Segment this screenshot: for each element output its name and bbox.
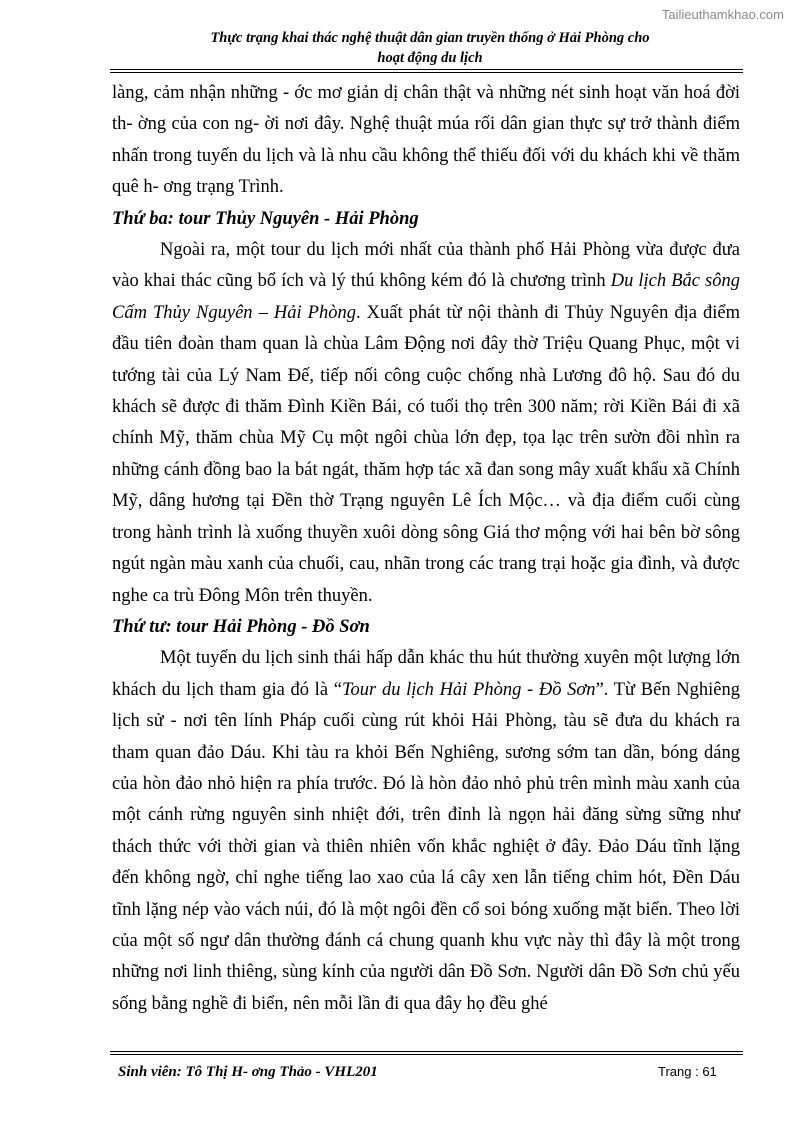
page-number: Trang : 61 <box>658 1064 717 1079</box>
paragraph-2-text-b: . Xuất phát từ nội thành đi Thủy Nguyên địa điểm đầu tiên đoàn tham quan là chùa Lâm Động nơi đây thờ Triệu Quang Phục, một vi tướng tài của Lý Nam Đế, tiếp nối công cuộc chống nhà Lương đô hộ. Sau đó du khách sẽ được đi thăm Đình Kiền Bái, có tuổi thọ trên 300 năm; rời Kiền Bái đi xã chính Mỹ, thăm chùa Mỹ Cụ một ngôi chùa lớn đẹp, tọa lạc trên sườn đồi nhìn ra những cánh đồng bao la bát ngát, thăm hợp tác xã đan song mây xuất khẩu xã Chính Mỹ, dâng hương tại Đền thờ Trạng nguyên Lê Ích Mộc… và địa điểm cuối cùng trong hành trình là xuống thuyền xuôi dòng sông Giá thơ mộng với hai bên bờ sông ngút ngàn màu xanh của chuối, cau, nhãn trong các trang trại hoặc gia đình, và được nghe ca trù Đông Môn trên thuyền. <box>112 302 740 606</box>
header-rule-top <box>110 69 743 70</box>
paragraph-3-text-a: Một tuyến du lịch sinh thái hấp dẫn khác thu hút thường xuyên một lượng lớn khách du lịch tham gia đó là “ <box>112 648 740 700</box>
watermark-text: Tailieuthamkhao.com <box>661 7 784 22</box>
page-header <box>110 28 750 68</box>
section-heading-4: Thứ tư: tour Hải Phòng - Đồ Sơn <box>112 616 370 637</box>
footer-rule-top <box>110 1051 743 1052</box>
section-heading-3: Thứ ba: tour Thủy Nguyên - Hải Phòng <box>112 208 419 229</box>
paragraph-3-italic: Tour du lịch Hải Phòng - Đồ Sơn <box>341 679 596 700</box>
footer-author: Sinh viên: Tô Thị H- ơng Thảo - VHL201 <box>118 1064 378 1080</box>
paragraph-2-text-a: Ngoài ra, một tour du lịch mới nhất của thành phố Hải Phòng vừa được đưa vào khai thác cũng bổ ích và lý thú không kém đó là chương trình <box>112 240 740 292</box>
header-title-line-2: hoạt động du lịch <box>377 50 483 66</box>
page-body <box>112 78 740 1020</box>
footer-rule-bottom <box>110 1054 743 1055</box>
paragraph-3 <box>112 643 740 1020</box>
paragraph-2 <box>112 235 740 612</box>
paragraph-1: làng, cảm nhận những - ớc mơ giản dị chân thật và những nét sinh hoạt văn hoá đời th- ờng của con ng- ời nơi đây. Nghệ thuật múa rối dân gian thực sự trở thành điểm nhấn trong tuyến du lịch và là nhu cầu không thể thiếu đối với du khách khi về thăm quê h- ơng trạng Trình. <box>112 83 740 198</box>
paragraph-3-text-b: ”. Từ Bến Nghiêng lịch sử - nơi tên lính Pháp cuối cùng rút khỏi Hải Phòng, tàu sẽ đưa du khách ra tham quan đảo Dáu. Khi tàu ra khỏi Bến Nghiêng, sương sớm tan dần, bóng dáng của hòn đảo nhỏ hiện ra phía trước. Đó là hòn đảo nhỏ phủ trên mình màu xanh của một cánh rừng nguyên sinh nhiệt đới, trên đỉnh là ngọn hải đăng sừng sững như thách thức với thời gian và thiên nhiên vốn khắc nghiệt ở đây. Đảo Dáu tĩnh lặng đến không ngờ, chỉ nghe tiếng lao xao của lá cây xen lẫn tiếng chim hót, Đền Dáu tĩnh lặng nép vào vách núi, đó là một ngôi đền cổ soi bóng xuống mặt biển. Theo lời của một số ngư dân thường đánh cá chung quanh khu vực này thì đây là một trong những nơi linh thiêng, sùng kính của người dân Đồ Sơn. Người dân Đồ Sơn chủ yếu sống bằng nghề đi biển, nên mỗi lần đi qua đây họ đều ghé <box>112 679 740 1014</box>
header-title-line-1: Thực trạng khai thác nghệ thuật dân gian truyền thống ở Hải Phòng cho <box>210 30 650 46</box>
paragraph-2-italic: Du lịch Bắc sông Cấm Thủy Nguyên – Hải Phòng <box>112 271 741 323</box>
header-rule-bottom <box>110 72 743 73</box>
